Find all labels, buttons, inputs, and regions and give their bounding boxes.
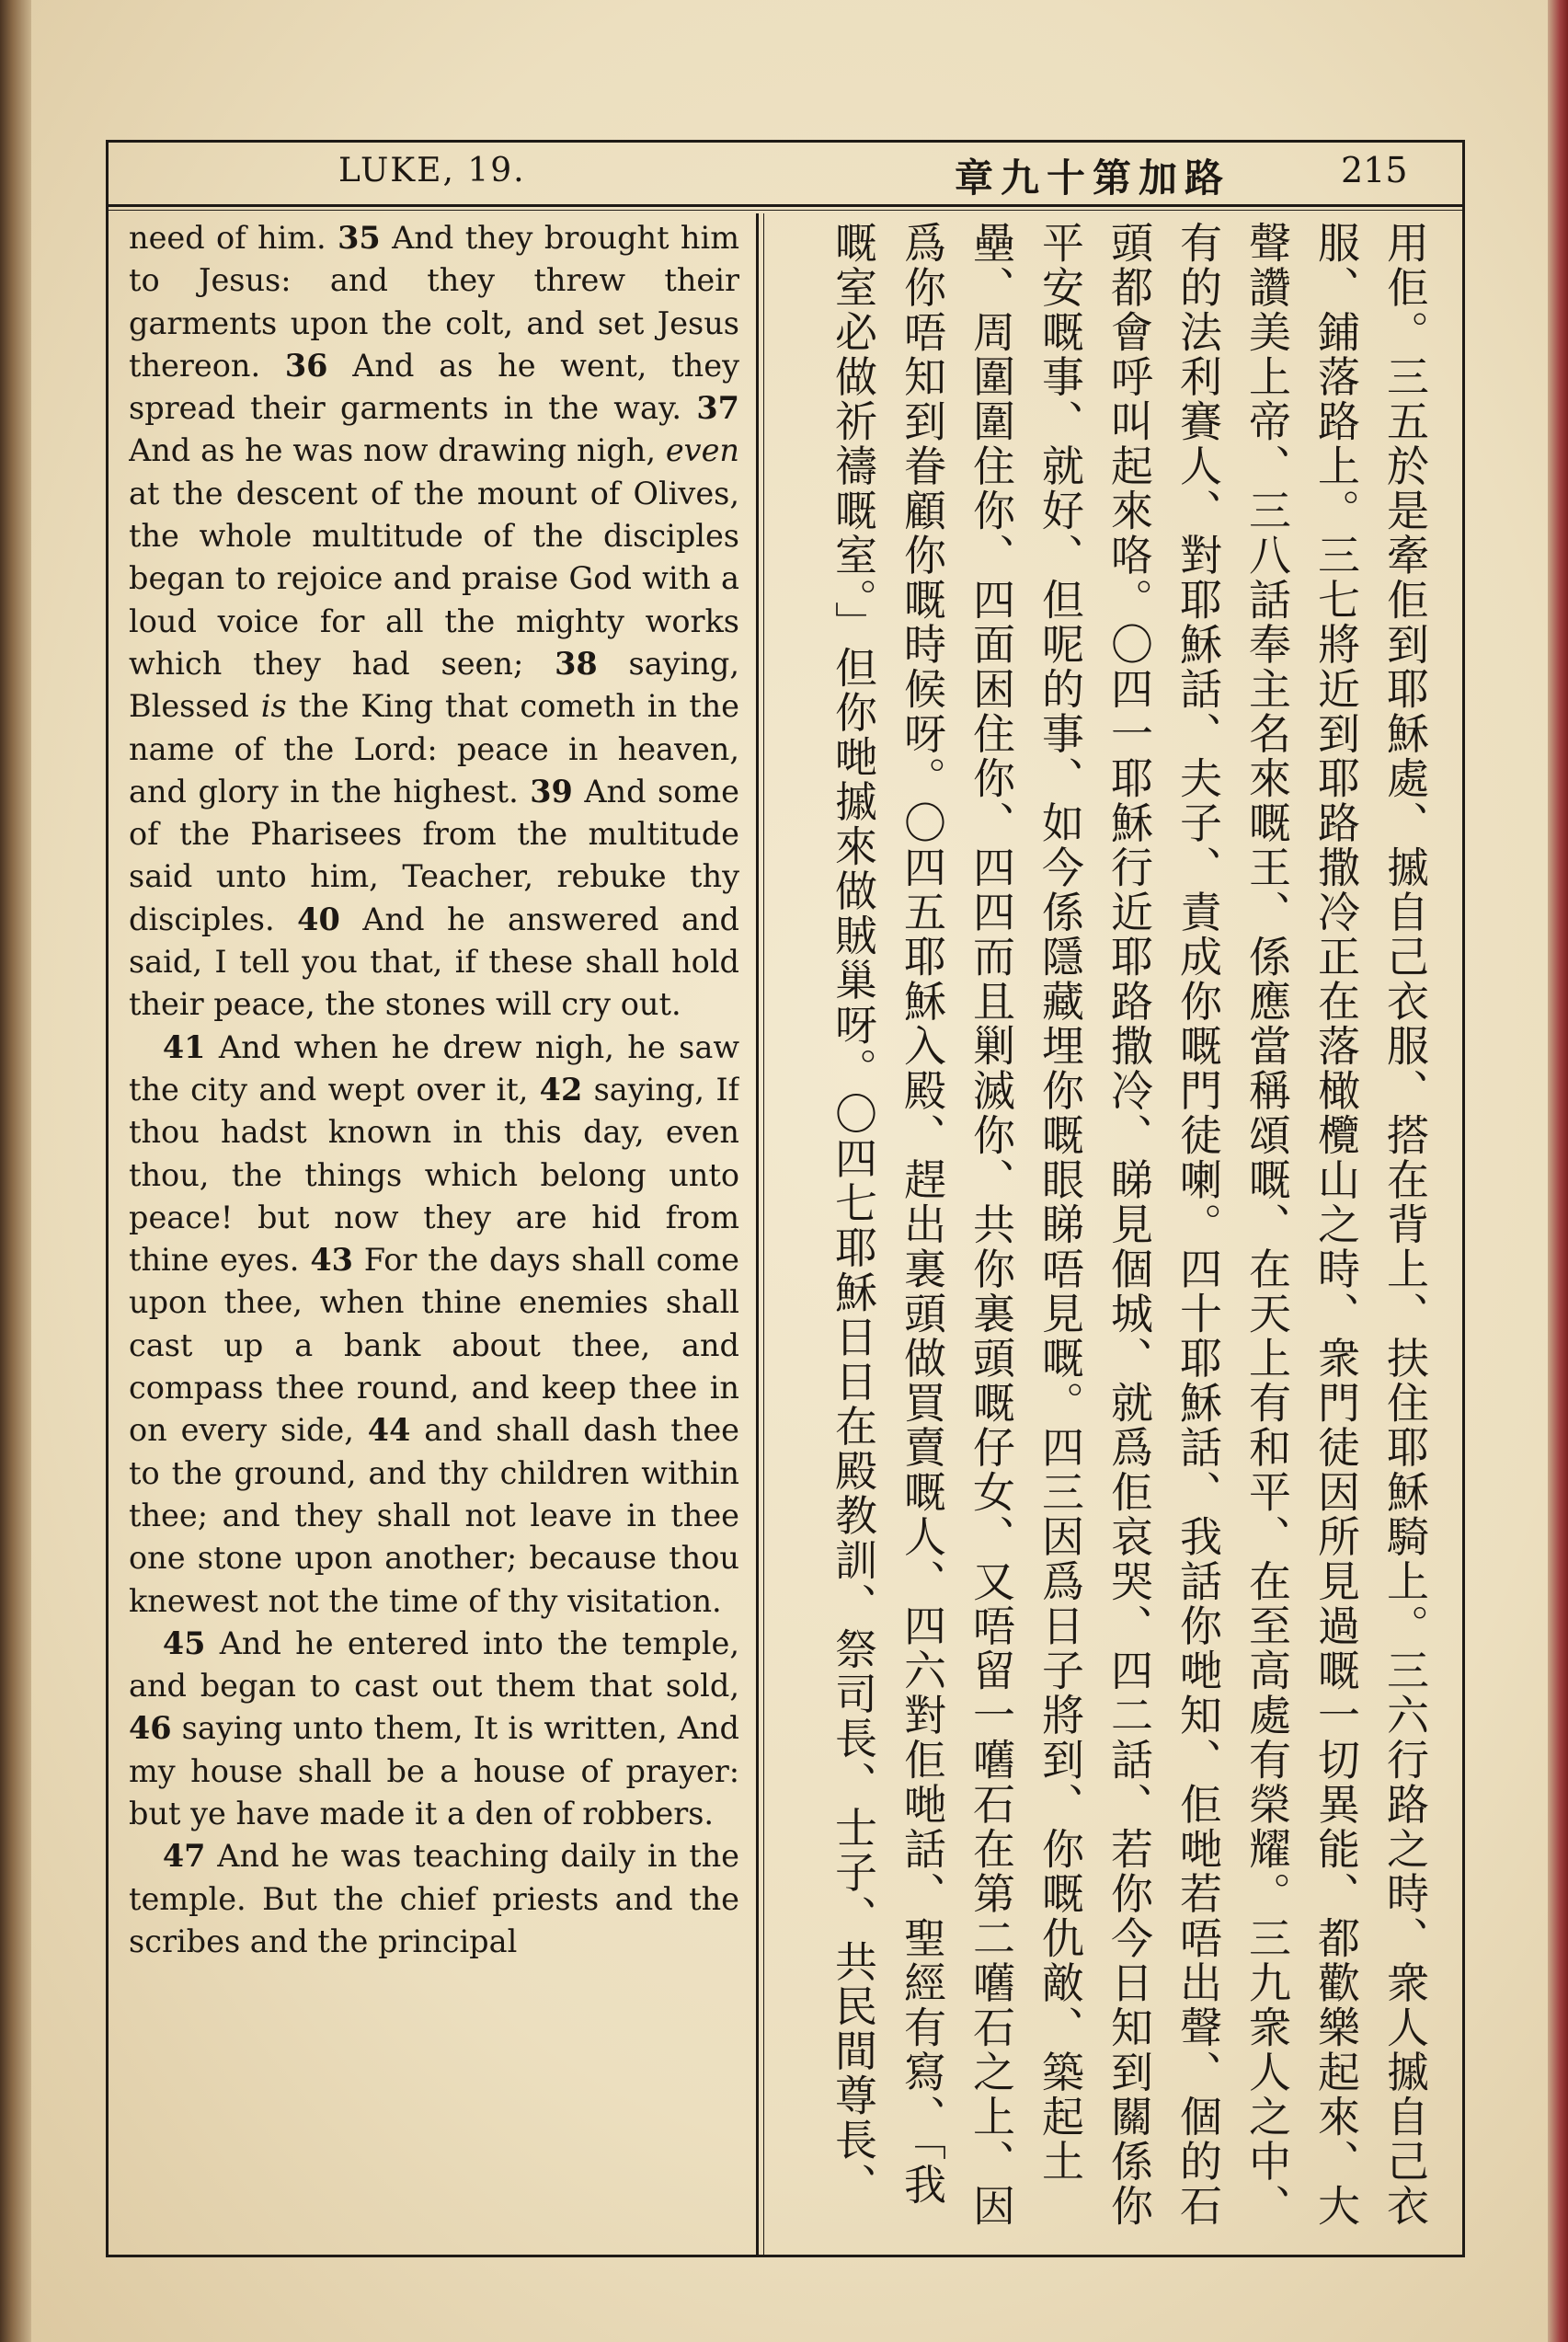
verse-number: 43: [310, 1242, 353, 1279]
verse-text: And they brought him to Jesus: and they threw their garments upon the colt, and set Jesus thereon.: [129, 220, 739, 384]
verse-text: And as he went, they spread their garments in the way.: [129, 347, 739, 427]
verse-number: 38: [555, 645, 598, 682]
verse-text: need of him.: [129, 220, 338, 256]
verse-number: 45: [162, 1624, 206, 1661]
verse-number: 47: [162, 1838, 206, 1875]
verse-number: 35: [338, 220, 381, 256]
column-divider-thin: [763, 213, 764, 2257]
english-paragraph: [129, 217, 739, 1027]
header-chinese-title: 章九十第加路: [955, 155, 1231, 201]
english-paragraph: [129, 1623, 739, 1835]
verse-text: For the days shall come upon thee, when thine enemies shall cast up a bank about thee, and compass thee round, and keep thee in on every side,: [129, 1242, 739, 1449]
verse-number: 36: [284, 347, 328, 384]
verse-text: And as he was now drawing nigh,: [129, 432, 666, 469]
verse-number: 39: [530, 773, 573, 809]
verse-text: And some of the Pharisees from the multitude said unto him, Teacher, rebuke thy disciples.: [129, 773, 739, 937]
page-edge: [1548, 0, 1568, 2342]
verse-text: and shall dash thee to the ground, and thy children within thee; and they shall not leave in thee one stone upon another; because thou knewest not the time of thy visitation.: [129, 1412, 739, 1619]
verse-number: 46: [129, 1710, 172, 1747]
binding-edge: [0, 0, 31, 2342]
italic-word: even: [665, 432, 739, 469]
verse-number: 42: [539, 1071, 583, 1108]
english-paragraph: [129, 1835, 739, 1963]
verse-number: 41: [162, 1028, 206, 1065]
column-divider: [756, 213, 759, 2257]
english-paragraph: [129, 1027, 739, 1623]
running-header: [109, 143, 1462, 207]
page-number: 215: [1341, 150, 1408, 190]
verse-number: 40: [297, 901, 340, 937]
verse-text: And when he drew nigh, he saw the city and wept over it,: [129, 1028, 739, 1108]
verse-text: saying, Blessed: [129, 645, 739, 725]
header-book-chapter: LUKE, 19.: [338, 152, 526, 189]
english-column: [129, 217, 739, 2241]
verse-text: saying, If thou hadst known in this day, even thou, the things which belong unto peace! but now they are hid from thine eyes.: [129, 1071, 739, 1279]
verse-text: the King that cometh in the name of the Lord: peace in heaven, and glory in the highest.: [129, 688, 739, 809]
verse-text: And he entered into the temple, and began to cast out them that sold,: [129, 1624, 739, 1705]
verse-number: 44: [367, 1412, 411, 1449]
header-rule: [109, 210, 1462, 211]
verse-text: And he was teaching daily in the temple. But the chief priests and the scribes and the principal: [129, 1838, 739, 1959]
verse-text: saying unto them, It is written, And my house shall be a house of prayer: but ye have made it a den of robbers.: [129, 1710, 739, 1831]
verse-number: 37: [696, 390, 739, 427]
verse-text: And he answered and said, I tell you that, if these shall hold their peace, the stones will cry out.: [129, 901, 739, 1023]
italic-word: is: [260, 688, 287, 725]
chinese-column: 用佢。三五於是牽佢到耶穌處、摵自己衣服、搭在背上、扶住耶穌騎上。三六行路之時、衆人摵自己衣服、鋪落路上。三七將近到耶路撒冷正在落橄欖山之時、衆門徒因所見過嘅一切異能、都歡樂起來、大聲讚美上帝、三八話奉主名來嘅王、係應當稱頌嘅、在天上有和平、在至高處有榮耀。三九衆人之中、有的法利賽人、對耶穌話、夫子、責成你嘅門徒喇。四十耶穌話、我話你哋知、佢哋若唔出聲、個的石頭都會呼叫起來咯。〇四一耶穌行近耶路撒冷、睇見個城、就爲佢哀哭、四二話、若你今日知到關係你平安嘅事、就好、但呢的事、如今係隱藏埋你嘅眼睇唔見嘅。四三因爲日子將到、你嘅仇敵、築起土壘、周圍圍住你、四面困住你、四四而且剿滅你、共你裏頭嘅仔女、又唔留一嚿石在第二嚿石之上、因爲你唔知到眷顧你嘅時候呀。〇四五耶穌入殿、趕出裏頭做買賣嘅人、四六對佢哋話、聖經有寫、「我嘅室必做祈禱嘅室。」但你哋摵來做賊巢呀。〇四七耶穌日日在殿教訓、祭司長、士子、共民間尊長、: [829, 221, 1430, 2229]
verse-text: at the descent of the mount of Olives, the whole multitude of the disciples began to rejoice and praise God with a loud voice for all the mighty works which they had seen;: [129, 475, 739, 682]
